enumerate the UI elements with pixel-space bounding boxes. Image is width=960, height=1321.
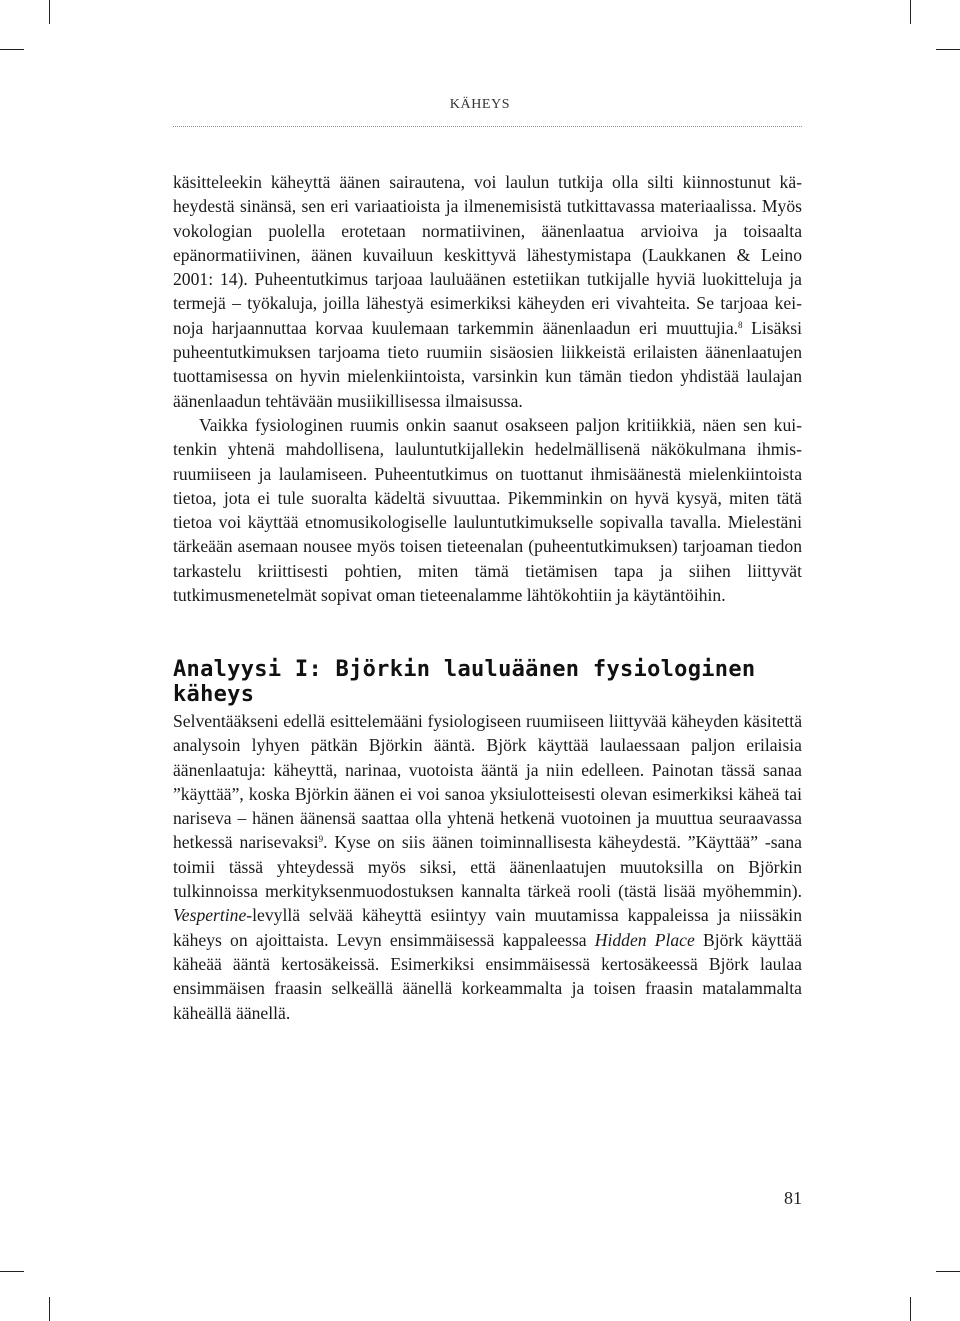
paragraph-text: -levyllä selvää käheyttä esiintyy vain muutamissa kappaleissa ja niissäkin käheys on ajoittaista. Levyn ensimmäisessä kappaleessa — [173, 905, 802, 950]
body-text-section-1 — [173, 170, 802, 607]
paragraph-text: Selventääkseni edellä esittelemääni fysiologiseen ruumiiseen liittyvää käheyden käsitettä analysoin lyhyen pätkän Björkin ääntä. Björk käyttää laulaessaan paljon erilaisia äänenlaatuja: käheyttä, narinaa, vuotoista ääntä ja niin edelleen. Painotan tässä sanaa ”käyttää”, koska Björkin äänen ei voi sanoa yksiulotteisesti olevan esimerkiksi käheä tai nariseva – hänen äänensä saattaa olla yhtenä hetkenä vuotoinen ja muuttua seuraavassa hetkessä narisevaksi — [173, 711, 802, 853]
crop-mark — [910, 1297, 911, 1321]
paragraph-text: Lisäksi puheentutkimuksen tarjoama tieto ruumiin sisäosien liikkeistä erilaisten äänenlaatujen tuottamisessa on hyvin mielenkiintoista, varsinkin kun tämän tiedon yhdistää laulajan äänenlaadun tehtävään musiikillisessa ilmaisussa. — [173, 317, 802, 411]
paragraph — [173, 170, 802, 413]
page-number: 81 — [784, 1188, 802, 1208]
running-head: KÄHEYS — [449, 97, 511, 112]
crop-mark — [936, 49, 960, 50]
section-heading: Analyysi I: Björkin lauluäänen fysiologinen käheys — [173, 657, 756, 707]
album-title: Vespertine — [173, 905, 247, 926]
header-dotted-rule — [173, 126, 802, 127]
crop-mark — [49, 0, 50, 24]
paragraph-text: käsitteleekin käheyttä äänen sairautena, voi laulun tutkija olla silti kiinnostunut käheydestä sinänsä, sen eri variaatioista ja ilmenemisistä tutkittavassa materiaalissa. Myös vokologian puolella erotetaan normatiivinen, äänenlaatua arvioiva ja toisaalta epänormatiivinen, äänen kuvailuun keskittyvä lähestymistapa (Laukkanen & Leino 2001: 14). Puheentutkimus tarjoaa lauluäänen estetiikan tutkijalle hyviä luokitteluja ja termejä – työkaluja, joilla lähestyä esimerkiksi käheyden eri vivahteita. Se tarjoaa keinoja harjaannuttaa korvaa kuulemaan tarkemmin äänenlaadun eri muuttujia. — [173, 172, 802, 338]
paragraph-text: Björk käyttää käheää ääntä kertosäkeissä. Esimerkiksi ensimmäisessä kertosäkeessä Björk laulaa ensimmäisen fraasin selkeällä äänellä korkeammalta ja toisen fraasin matalammalta käheällä äänellä. — [173, 929, 803, 1023]
footnote-reference: 9 — [318, 834, 324, 845]
footnote-reference: 8 — [738, 319, 743, 330]
body-text-section-2 — [173, 709, 802, 1025]
song-title: Hidden Place — [594, 929, 695, 950]
paragraph — [173, 709, 802, 1025]
crop-mark — [0, 49, 24, 50]
crop-mark — [910, 0, 911, 24]
crop-mark — [936, 1271, 960, 1272]
crop-mark — [49, 1297, 50, 1321]
paragraph-text: . Kyse on siis äänen toiminnallisesta käheydestä. ”Käyttää” -sana toimii tässä yhteydessä myös siksi, että äänenlaatujen muutoksilla on Björkin tulkinnoissa merkityksenmuodostuksen kannalta tärkeä rooli (tästä lisää myöhemmin). — [173, 832, 802, 902]
paragraph: Vaikka fysiologinen ruumis onkin saanut osakseen paljon kritiikkiä, näen sen kuitenkin yhtenä mahdollisena, lauluntutkijallekin hedelmällisenä näkökulmana ihmisruumiiseen ja laulamiseen. Puheentutkimus on tuottanut ihmisäänestä mielenkiintoista tietoa, jota ei tule suoralta kädeltä sivuuttaa. Pikemminkin on hyvä kysyä, miten tätä tietoa voi käyttää etnomusikologiselle lauluntutkimukselle sopivalla tavalla. Mielestäni tärkeään asemaan nousee myös toisen tieteenalan (puheentutkimuksen) tarjoaman tiedon tarkastelu kriittisesti pohtien, miten tämä tietämisen tapa ja siihen liittyvät tutkimusmenetelmät sopivat oman tieteenalamme lähtökohtiin ja käytäntöihin. — [173, 414, 802, 606]
crop-mark — [0, 1271, 24, 1272]
